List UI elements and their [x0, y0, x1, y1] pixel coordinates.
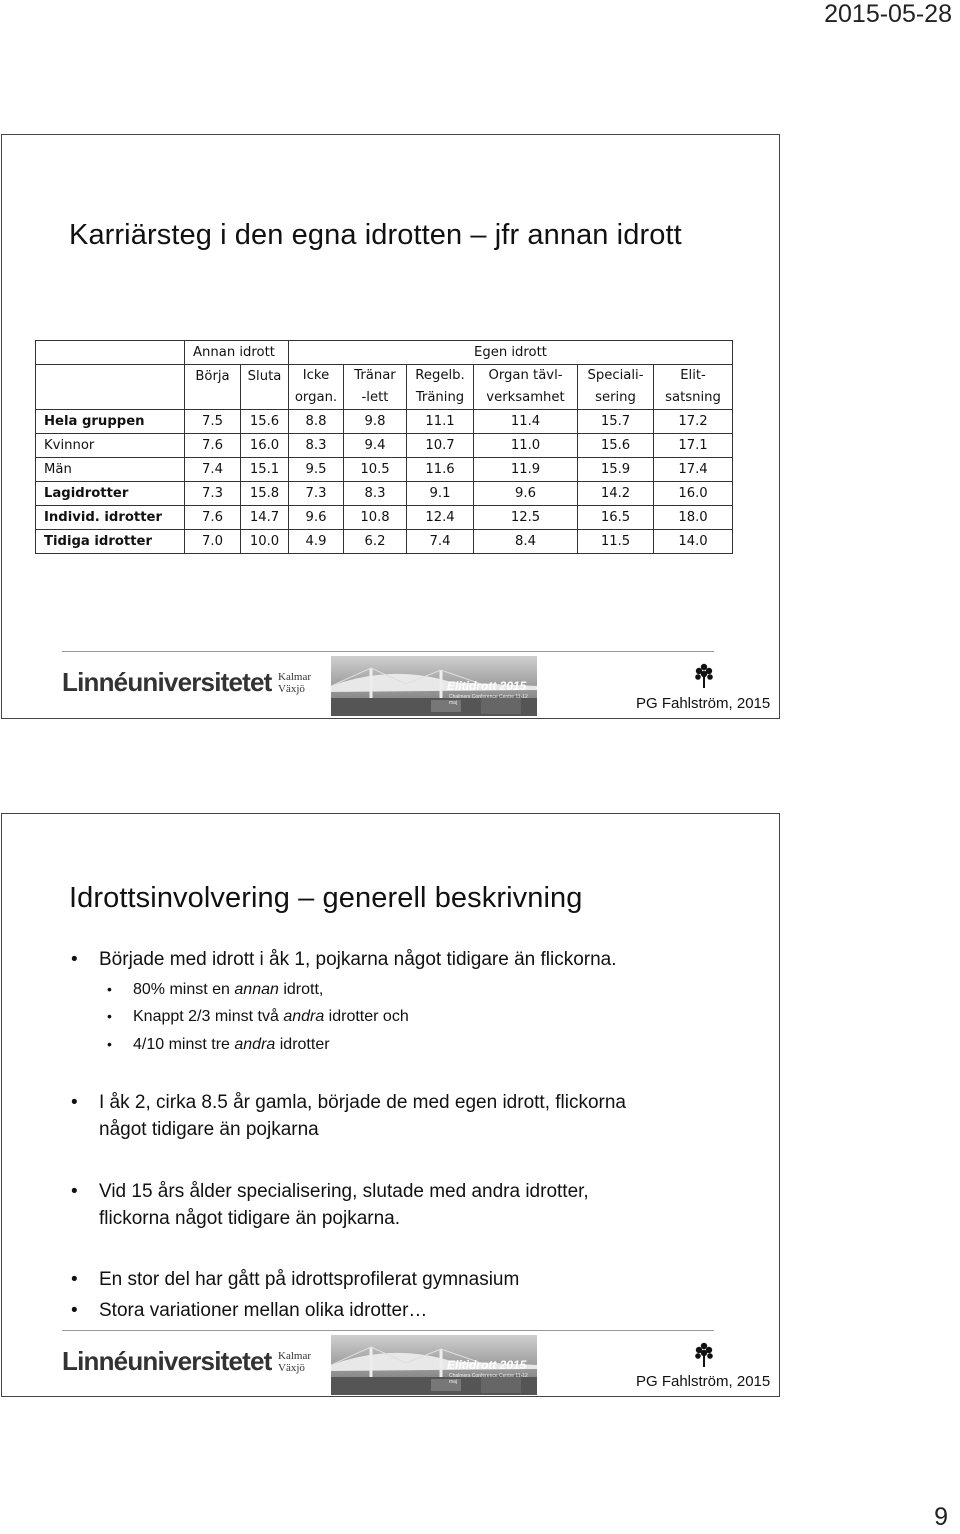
table-cell: 16.5 — [578, 506, 654, 530]
table-cell: 7.6 — [185, 434, 241, 458]
table-cell: 15.6 — [578, 434, 654, 458]
table-cell: 6.2 — [344, 530, 407, 554]
table-corner-cell — [36, 341, 185, 365]
table-cell: 9.5 — [289, 458, 344, 482]
table-group-header-row — [36, 341, 733, 365]
table-row — [36, 458, 733, 482]
column-header: Tränar -lett — [344, 365, 407, 410]
table-cell: 15.6 — [241, 410, 289, 434]
table-cell: 9.8 — [344, 410, 407, 434]
table-cell: 7.3 — [185, 482, 241, 506]
conference-banner — [331, 656, 537, 716]
table-cell: 4.9 — [289, 530, 344, 554]
column-header: Organ tävl- verksamhet — [474, 365, 578, 410]
column-header: Sluta — [241, 365, 289, 410]
banner-subtitle: Chalmers Conference Centre 11-12 maj — [449, 1373, 528, 1385]
conference-banner — [331, 1335, 537, 1395]
logo-location: Kalmar Växjö — [278, 671, 311, 695]
group-header-egen: Egen idrott — [289, 341, 733, 365]
tree-icon — [694, 1341, 714, 1369]
career-steps-table — [35, 340, 733, 554]
table-row — [36, 434, 733, 458]
row-label: Hela gruppen — [36, 410, 185, 434]
table-cell: 8.8 — [289, 410, 344, 434]
table-cell: 11.4 — [474, 410, 578, 434]
table-cell: 15.1 — [241, 458, 289, 482]
row-label: Lagidrotter — [36, 482, 185, 506]
table-cell: 7.3 — [289, 482, 344, 506]
row-label: Kvinnor — [36, 434, 185, 458]
table-cell: 18.0 — [654, 506, 733, 530]
table-cell: 16.0 — [654, 482, 733, 506]
bullet-item: • Stora variationer mellan olika idrotter… — [71, 1300, 428, 1321]
table-cell: 10.0 — [241, 530, 289, 554]
table-cell: 9.6 — [289, 506, 344, 530]
table-cell: 7.6 — [185, 506, 241, 530]
table-cell: 15.8 — [241, 482, 289, 506]
university-logo: Linnéuniversitetet — [62, 1346, 272, 1376]
sub-bullet-item: • 4/10 minst tre andra idrotter — [107, 1036, 330, 1053]
table-corner-cell — [36, 365, 185, 410]
page-date: 2015-05-28 — [824, 0, 952, 28]
slide-title: Idrottsinvolvering – generell beskrivning — [69, 882, 583, 914]
table-cell: 12.5 — [474, 506, 578, 530]
sub-bullet-item: • 80% minst en annan idrott, — [107, 981, 324, 998]
table-cell: 8.3 — [289, 434, 344, 458]
banner-title: Elitidrott 2015 — [447, 1358, 527, 1372]
table-cell: 7.4 — [407, 530, 474, 554]
university-logo: Linnéuniversitetet — [62, 667, 272, 697]
table-cell: 7.4 — [185, 458, 241, 482]
banner-title: Elitidrott 2015 — [447, 679, 527, 693]
table-cell: 10.8 — [344, 506, 407, 530]
table-cell: 14.7 — [241, 506, 289, 530]
footer-divider — [62, 1330, 714, 1331]
table-cell: 11.0 — [474, 434, 578, 458]
table-cell: 9.4 — [344, 434, 407, 458]
table-cell: 14.2 — [578, 482, 654, 506]
table-cell: 9.6 — [474, 482, 578, 506]
table-cell: 16.0 — [241, 434, 289, 458]
table-column-header-row — [36, 365, 733, 410]
table-row — [36, 506, 733, 530]
table-cell: 10.7 — [407, 434, 474, 458]
column-header: Regelb. Träning — [407, 365, 474, 410]
row-label: Tidiga idrotter — [36, 530, 185, 554]
table-cell: 11.1 — [407, 410, 474, 434]
table-cell: 14.0 — [654, 530, 733, 554]
bullet-item: • Vid 15 års ålder specialisering, slutade med andra idrotter, flickorna något tidigare än pojkarna. — [71, 1181, 589, 1229]
row-label: Män — [36, 458, 185, 482]
table-cell: 9.1 — [407, 482, 474, 506]
slide-title: Karriärsteg i den egna idrotten – jfr annan idrott — [69, 219, 682, 251]
bullet-item: • Började med idrott i åk 1, pojkarna något tidigare än flickorna. — [71, 949, 617, 970]
page-number: 9 — [934, 1503, 948, 1531]
table-cell: 17.2 — [654, 410, 733, 434]
table-cell: 8.4 — [474, 530, 578, 554]
column-header: Börja — [185, 365, 241, 410]
slide-1 — [1, 134, 780, 719]
table-cell: 11.9 — [474, 458, 578, 482]
sub-bullet-item: • Knappt 2/3 minst två andra idrotter och — [107, 1008, 409, 1025]
logo-location: Kalmar Växjö — [278, 1350, 311, 1374]
table-cell: 17.1 — [654, 434, 733, 458]
column-header: Icke organ. — [289, 365, 344, 410]
table-cell: 12.4 — [407, 506, 474, 530]
author-credit: PG Fahlström, 2015 — [636, 695, 771, 712]
table-cell: 8.3 — [344, 482, 407, 506]
slide-2 — [1, 813, 780, 1397]
column-header: Speciali- sering — [578, 365, 654, 410]
table-row — [36, 530, 733, 554]
table-cell: 7.0 — [185, 530, 241, 554]
banner-subtitle: Chalmers Conference Centre 11-12 maj — [449, 694, 528, 706]
table-cell: 10.5 — [344, 458, 407, 482]
footer-divider — [62, 651, 714, 652]
row-label: Individ. idrotter — [36, 506, 185, 530]
table-row — [36, 410, 733, 434]
author-credit: PG Fahlström, 2015 — [636, 1373, 771, 1390]
bullet-item: • En stor del har gått på idrottsprofilerat gymnasium — [71, 1269, 520, 1290]
table-cell: 17.4 — [654, 458, 733, 482]
bullet-item: • I åk 2, cirka 8.5 år gamla, började de med egen idrott, flickorna något tidigare än pojkarna — [71, 1092, 626, 1140]
table-cell: 7.5 — [185, 410, 241, 434]
table-cell: 15.7 — [578, 410, 654, 434]
table-cell: 11.5 — [578, 530, 654, 554]
table-cell: 11.6 — [407, 458, 474, 482]
table-row — [36, 482, 733, 506]
column-header: Elit- satsning — [654, 365, 733, 410]
group-header-annan: Annan idrott — [185, 341, 289, 365]
table-cell: 15.9 — [578, 458, 654, 482]
tree-icon — [694, 662, 714, 690]
